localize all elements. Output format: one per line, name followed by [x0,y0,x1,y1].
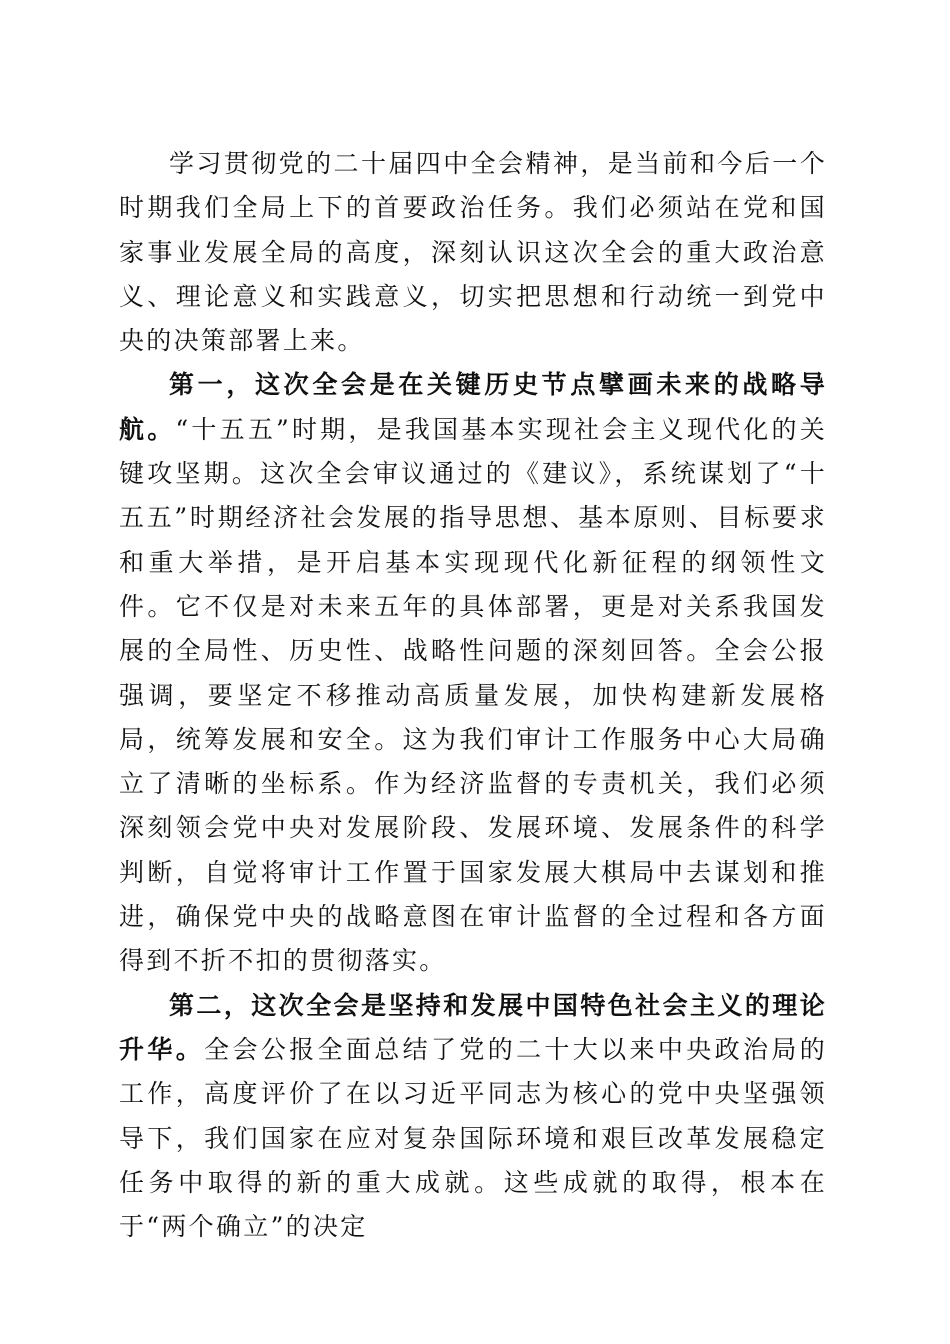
paragraph-point-one [119,363,827,983]
paragraph-point-two-text: 全会公报全面总结了党的二十大以来中央政治局的工作，高度评价了在以习近平同志为核心的党中央坚强领导下，我们国家在应对复杂国际环境和艰巨改革发展稳定任务中取得的新的重大成就。这些成就的取得，根本在于“两个确立”的决定 [119,1034,827,1242]
paragraph-point-one-text: “十五五”时期，是我国基本实现社会主义现代化的关键攻坚期。这次全会审议通过的《建议》，系统谋划了“十五五”时期经济社会发展的指导思想、基本原则、目标要求和重大举措，是开启基本实现现代化新征程的纲领性文件。它不仅是对未来五年的具体部署，更是对关系我国发展的全局性、历史性、战略性问题的深刻回答。全会公报强调，要坚定不移推动高质量发展，加快构建新发展格局，统筹发展和安全。这为我们审计工作服务中心大局确立了清晰的坐标系。作为经济监督的专责机关，我们必须深刻领会党中央对发展阶段、发展环境、发展条件的科学判断，自觉将审计工作置于国家发展大棋局中去谋划和推进，确保党中央的战略意图在审计监督的全过程和各方面得到不折不扣的贯彻落实。 [119,414,828,976]
paragraph-point-two [119,984,827,1250]
paragraph-point-one-heading: 第一，这次全会是在关键历史节点擘画未来的战略导航。 [119,370,827,444]
paragraph-intro-text: 学习贯彻党的二十届四中全会精神，是当前和今后一个时期我们全局上下的首要政治任务。我们必须站在党和国家事业发展全局的高度，深刻认识这次全会的重大政治意义、理论意义和实践意义，切实把思想和行动统一到党中央的决策部署上来。 [119,149,827,356]
paragraph-point-two-heading: 第二，这次全会是坚持和发展中国特色社会主义的理论升华。 [119,990,827,1064]
paragraph-intro [119,142,827,363]
document-body [119,142,827,1249]
